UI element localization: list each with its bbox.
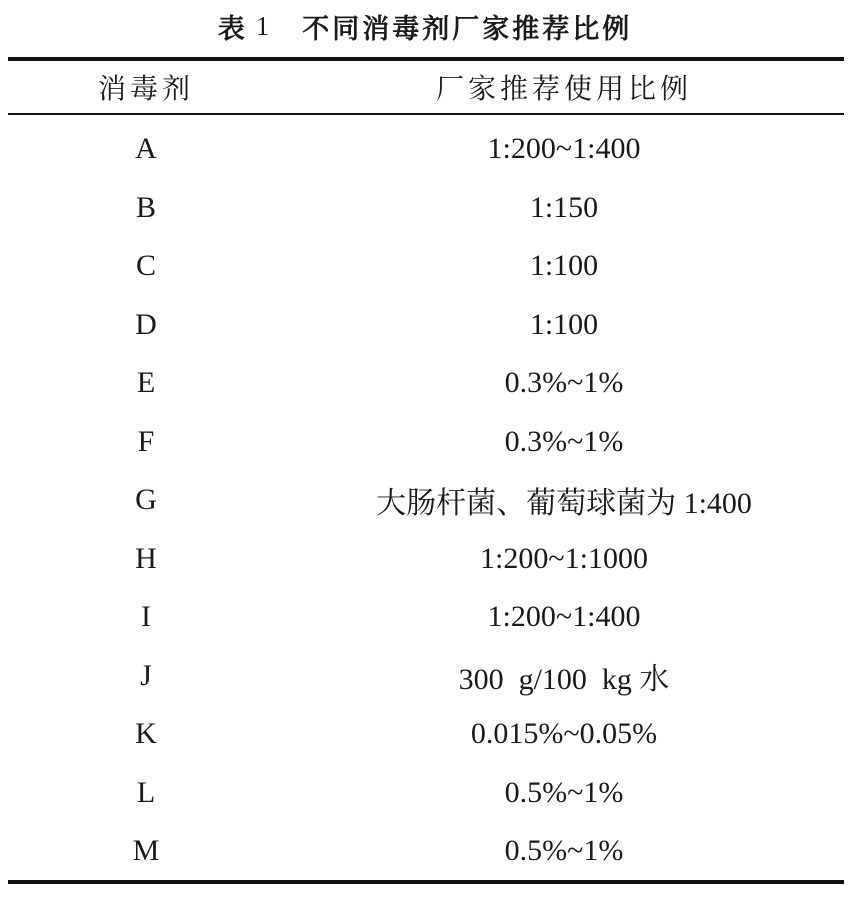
ratio-cell: 0.5%~1% — [504, 775, 624, 809]
disinfectant-cell: I — [141, 600, 151, 633]
table-row — [8, 471, 844, 529]
table-row — [8, 179, 844, 237]
caption-label: 表 — [217, 13, 248, 45]
table-row — [8, 120, 844, 178]
table-row — [8, 413, 844, 471]
ratio-cell: 1:200~1:1000 — [480, 541, 648, 575]
ratio-cell: 1:200~1:400 — [487, 600, 641, 633]
disinfectant-cell: K — [135, 717, 157, 750]
disinfectant-cell: M — [132, 834, 160, 867]
table-row — [8, 647, 844, 705]
table-header-rule — [8, 113, 844, 115]
table-row — [8, 296, 844, 354]
header-disinfectant: 消毒剂 — [97, 71, 194, 105]
disinfectant-cell: D — [135, 307, 157, 341]
disinfectant-cell: H — [135, 541, 157, 575]
disinfectant-cell: E — [136, 366, 156, 399]
caption-number: 1 — [255, 10, 273, 41]
ratio-cell: 1:150 — [529, 190, 599, 224]
disinfectant-cell: L — [136, 775, 156, 809]
table-caption — [0, 0, 850, 52]
table-row — [8, 588, 844, 646]
table-row — [8, 764, 844, 822]
ratio-cell: 1:100 — [529, 249, 599, 282]
ratio-cell: 0.3%~1% — [504, 424, 624, 458]
ratio-cell: 大肠杆菌、葡萄球菌为 1:400 — [376, 487, 752, 520]
caption-title: 不同消毒剂厂家推荐比例 — [302, 13, 633, 45]
disinfectant-cell: F — [137, 424, 155, 458]
disinfectant-cell: G — [135, 483, 157, 516]
table-row — [8, 822, 844, 880]
ratio-cell: 0.5%~1% — [504, 834, 624, 867]
ratio-cell: 0.015%~0.05% — [470, 717, 658, 750]
ratio-cell: 1:100 — [529, 307, 599, 341]
table-row — [8, 354, 844, 412]
disinfectant-cell: C — [135, 249, 156, 282]
ratio-cell: 300 g/100 kg 水 — [458, 662, 670, 696]
table-row — [8, 705, 844, 763]
disinfectant-cell: J — [140, 658, 152, 692]
table-header-row — [8, 60, 844, 113]
disinfectant-cell: B — [135, 190, 156, 224]
ratio-cell: 1:200~1:400 — [487, 132, 641, 165]
table-row — [8, 237, 844, 295]
table-bottom-rule — [8, 880, 844, 884]
ratio-cell: 0.3%~1% — [504, 366, 624, 399]
header-recommended-ratio: 厂家推荐使用比例 — [435, 71, 692, 105]
table-row — [8, 530, 844, 588]
disinfectant-cell: A — [135, 132, 157, 165]
